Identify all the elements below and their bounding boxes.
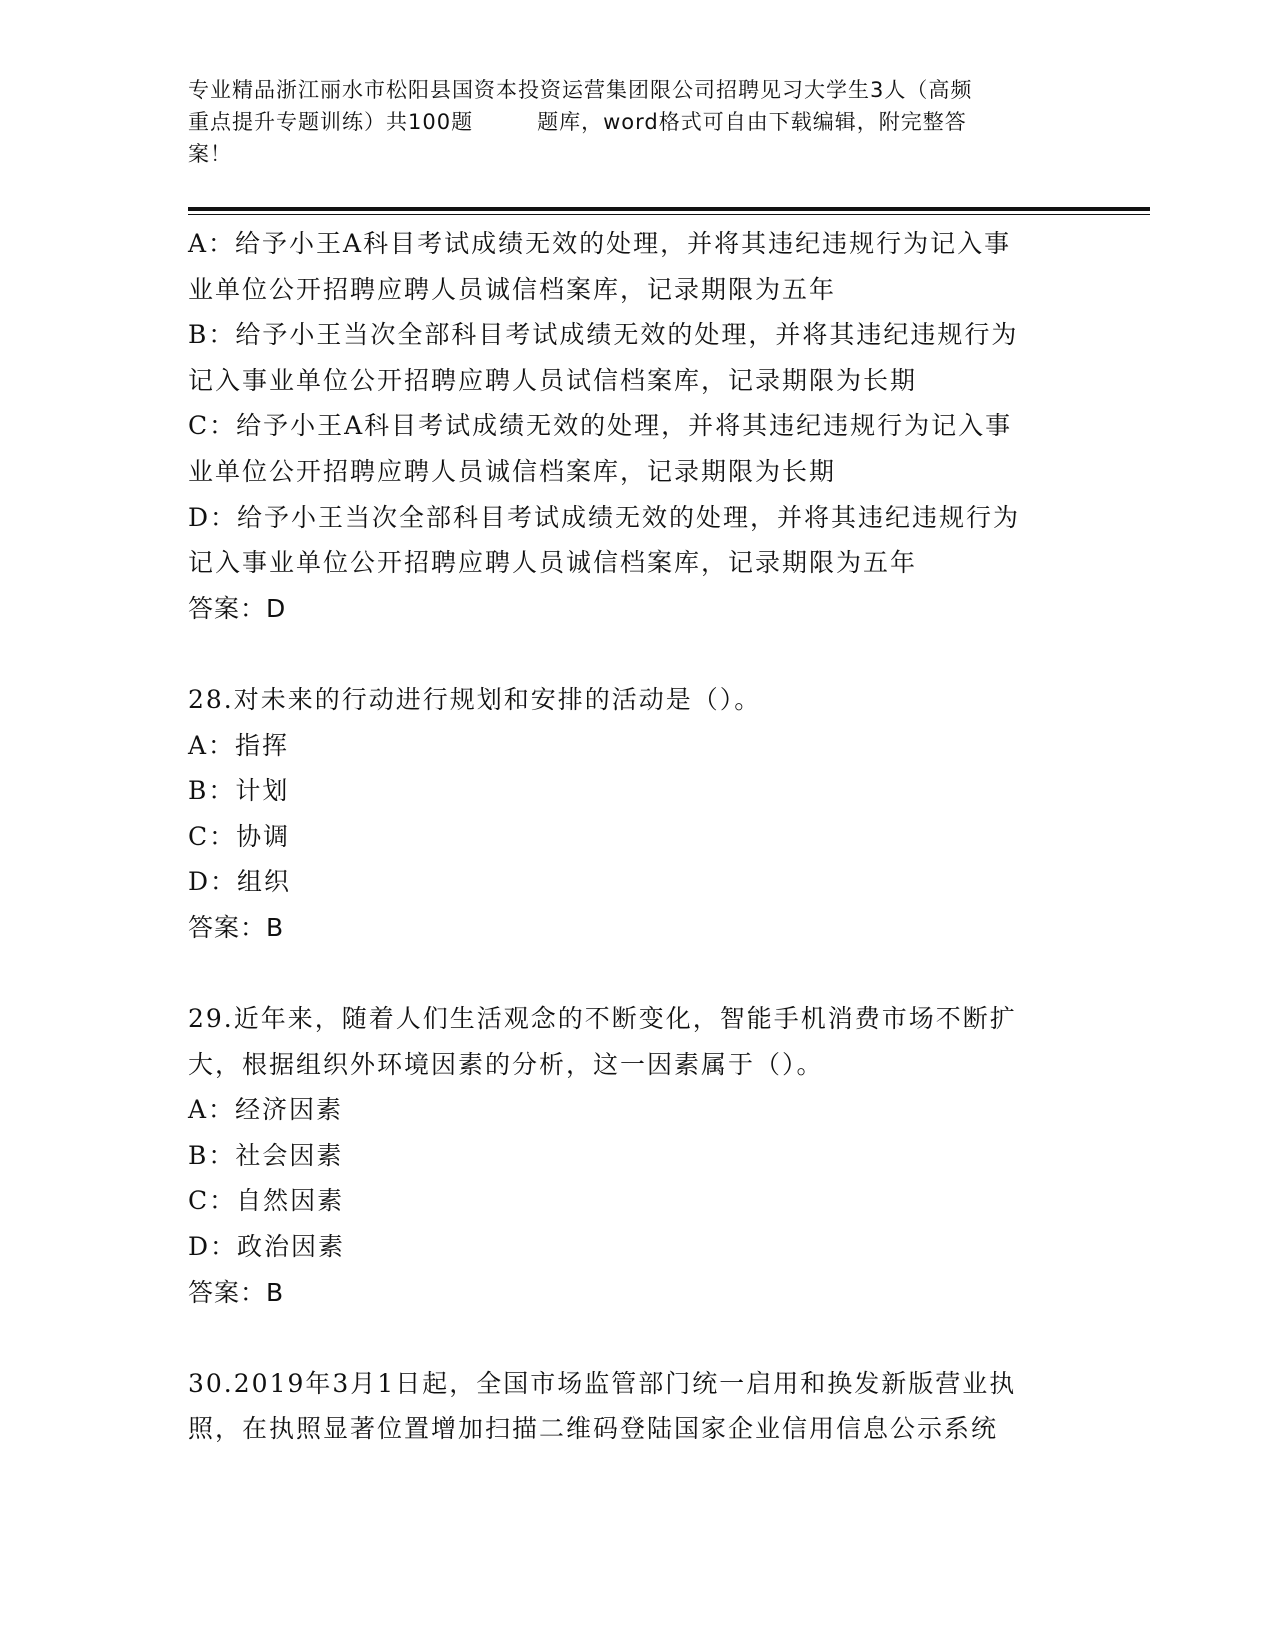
option-a: A：指挥 [188, 730, 290, 760]
header-line-2-part-1: 重点提升专题训练）共100题 [188, 110, 474, 134]
option-b: B：社会因素 [188, 1140, 344, 1170]
option-b: B：计划 [188, 776, 290, 806]
header-line-2 [188, 106, 1088, 138]
option-d: D：政治因素 [188, 1232, 346, 1262]
option-c: C：自然因素 [188, 1186, 345, 1216]
option-a-line-1: A：给予小王A科目考试成绩无效的处理，并将其违纪违规行为记入事 [188, 229, 1012, 258]
question-27 [188, 221, 1088, 631]
answer: 答案：B [188, 1277, 285, 1307]
option-b-line-1: B：给予小王当次全部科目考试成绩无效的处理，并将其违纪违规行为 [188, 320, 1019, 350]
question-stem-line-1: 30.2019年3月1日起，全国市场监管部门统一启用和换发新版营业执 [188, 1368, 1017, 1398]
answer: 答案：B [188, 912, 285, 942]
question-28 [188, 677, 1088, 951]
header-line-2-part-2: 题库，word格式可自由下载编辑，附完整答 [537, 110, 967, 134]
option-a: A：经济因素 [188, 1095, 344, 1125]
question-stem-line-1: 29.近年来，随着人们生活观念的不断变化，智能手机消费市场不断扩 [188, 1004, 1017, 1034]
question-30 [188, 1361, 1088, 1452]
question-stem-line-2: 大，根据组织外环境因素的分析，这一因素属于（）。 [188, 1049, 824, 1079]
option-d-line-1: D：给予小王当次全部科目考试成绩无效的处理，并将其违纪违规行为 [188, 502, 1021, 532]
header-line-1: 专业精品浙江丽水市松阳县国资本投资运营集团限公司招聘见习大学生3人（高频 [188, 78, 973, 102]
question-29 [188, 996, 1088, 1315]
option-c: C：协调 [188, 821, 291, 851]
option-a-line-2: 业单位公开招聘应聘人员诚信档案库，记录期限为五年 [188, 274, 837, 304]
question-stem-line-2: 照，在执照显著位置增加扫描二维码登陆国家企业信用信息公示系统 [188, 1414, 999, 1444]
option-b-line-2: 记入事业单位公开招聘应聘人员试信档案库，记录期限为长期 [188, 365, 918, 395]
answer: 答案：D [188, 593, 287, 623]
header-rule-thick [188, 207, 1150, 211]
option-d: D：组织 [188, 867, 292, 897]
document-header [188, 74, 1088, 170]
header-rule-thin [188, 214, 1150, 215]
question-stem: 28.对未来的行动进行规划和安排的活动是（）。 [188, 684, 762, 714]
header-line-3: 案！ [188, 142, 232, 166]
question-list [188, 221, 1088, 1452]
option-c-line-2: 业单位公开招聘应聘人员诚信档案库，记录期限为长期 [188, 456, 837, 486]
option-d-line-2: 记入事业单位公开招聘应聘人员诚信档案库，记录期限为五年 [188, 548, 918, 578]
option-c-line-1: C：给予小王A科目考试成绩无效的处理，并将其违纪违规行为记入事 [188, 411, 1013, 441]
